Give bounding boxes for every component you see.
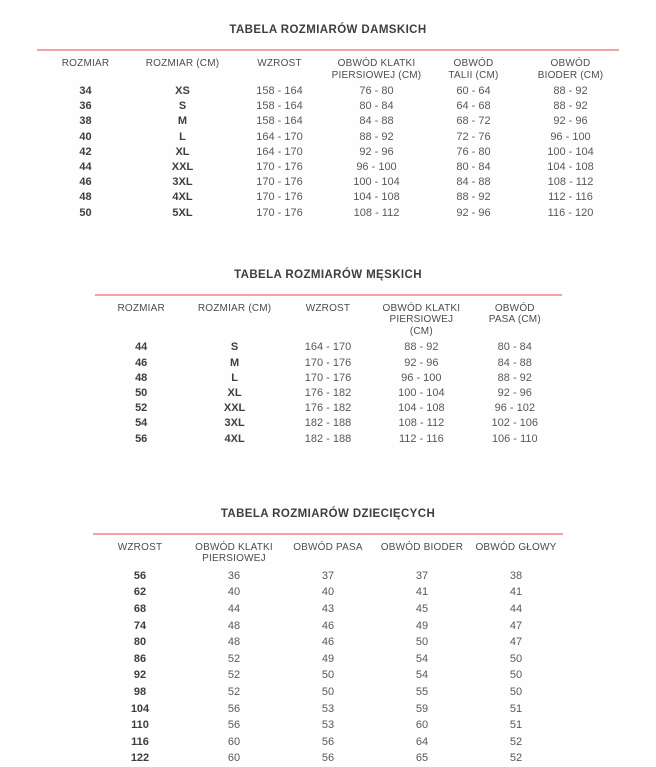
size-value-cell: 104 bbox=[130, 702, 150, 715]
column-header bbox=[375, 296, 468, 341]
size-value-cell: XL bbox=[227, 386, 242, 399]
size-value-cell: 65 bbox=[415, 752, 429, 765]
size-value-cell: 62 bbox=[133, 586, 147, 599]
size-value-cell: 182 - 188 bbox=[304, 432, 352, 445]
size-value-cell: 64 - 68 bbox=[456, 100, 491, 113]
header-row bbox=[95, 296, 562, 341]
size-value-cell: 41 bbox=[415, 586, 429, 599]
size-value-cell: 88 - 92 bbox=[404, 341, 439, 354]
size-value-cell: 112 - 116 bbox=[398, 432, 444, 445]
size-value-cell: 50 bbox=[509, 652, 523, 665]
table-row bbox=[93, 634, 563, 651]
size-value-cell: XXL bbox=[171, 161, 194, 174]
size-value-cell: 158 - 164 bbox=[256, 115, 303, 128]
size-value-cell: 96 - 100 bbox=[356, 161, 397, 174]
table-row bbox=[95, 386, 562, 401]
column-header-line: WZROST bbox=[117, 541, 163, 553]
column-header bbox=[425, 51, 522, 84]
size-value-cell: 36 bbox=[79, 100, 92, 113]
size-value-cell: 60 bbox=[415, 719, 429, 732]
size-value-cell: 59 bbox=[415, 702, 429, 715]
size-value-cell: 76 - 80 bbox=[359, 85, 394, 97]
size-value-cell: 60 - 64 bbox=[456, 85, 491, 97]
size-value-cell: 176 - 182 bbox=[304, 386, 352, 399]
column-header bbox=[468, 296, 561, 341]
column-header-line: PIERSIOWEJ (CM) bbox=[331, 69, 422, 81]
size-value-cell: 50 bbox=[321, 685, 335, 698]
size-value-cell: 72 - 76 bbox=[456, 130, 491, 143]
size-value-cell: 46 bbox=[135, 356, 148, 369]
column-header-line: OBWÓD KLATKI bbox=[195, 541, 273, 553]
size-value-cell: XXL bbox=[223, 402, 246, 415]
size-value-cell: 80 - 84 bbox=[359, 100, 394, 113]
column-header bbox=[522, 51, 619, 84]
size-value-cell: 41 bbox=[509, 586, 523, 599]
size-value-cell: 49 bbox=[415, 619, 429, 632]
size-value-cell: 3XL bbox=[172, 176, 193, 189]
mens-size-table bbox=[95, 296, 562, 447]
size-value-cell: 88 - 92 bbox=[456, 191, 491, 204]
size-value-cell: 44 bbox=[135, 341, 148, 354]
size-value-cell: 4XL bbox=[224, 432, 245, 445]
size-value-cell: 96 - 100 bbox=[550, 130, 591, 143]
size-value-cell: M bbox=[177, 115, 188, 128]
size-value-cell: 38 bbox=[509, 569, 523, 582]
size-value-cell: 52 bbox=[227, 652, 241, 665]
table-row bbox=[93, 667, 563, 684]
size-value-cell: 100 - 104 bbox=[398, 386, 445, 399]
size-value-cell: 122 bbox=[130, 752, 150, 765]
size-value-cell: 54 bbox=[415, 669, 429, 682]
size-value-cell: 53 bbox=[321, 719, 335, 732]
size-value-cell: 46 bbox=[79, 176, 92, 189]
size-value-cell: 37 bbox=[415, 569, 429, 582]
table-row bbox=[95, 340, 562, 355]
size-value-cell: 52 bbox=[509, 752, 523, 765]
womens-size-table-section bbox=[0, 0, 656, 221]
size-value-cell: 88 - 92 bbox=[553, 85, 588, 97]
size-value-cell: S bbox=[230, 341, 239, 354]
size-value-cell: 164 - 170 bbox=[256, 130, 303, 143]
size-value-cell: 100 - 104 bbox=[547, 145, 594, 158]
table-row bbox=[95, 401, 562, 416]
size-value-cell: XS bbox=[175, 85, 190, 97]
column-header-line: PIERSIOWEJ (CM) bbox=[389, 314, 454, 337]
column-header-line: WZROST bbox=[305, 302, 351, 314]
size-value-cell: 50 bbox=[509, 685, 523, 698]
size-value-cell: 56 bbox=[133, 569, 147, 582]
size-value-cell: 36 bbox=[227, 569, 241, 582]
size-value-cell: 50 bbox=[135, 386, 148, 399]
size-value-cell: 52 bbox=[509, 735, 523, 748]
size-value-cell: 5XL bbox=[172, 206, 193, 219]
table-row bbox=[37, 130, 619, 145]
column-header-line: ROZMIAR (CM) bbox=[145, 58, 220, 69]
column-header-line: OBWÓD GŁOWY bbox=[475, 541, 557, 553]
column-header-line: OBWÓD bbox=[494, 302, 535, 314]
size-value-cell: 108 - 112 bbox=[547, 176, 594, 189]
childrens-table-title: TABELA ROZMIARÓW DZIECIĘCYCH bbox=[220, 507, 436, 520]
size-value-cell: XL bbox=[175, 145, 190, 158]
size-value-cell: 64 bbox=[415, 735, 429, 748]
womens-size-table bbox=[37, 51, 619, 221]
size-value-cell: 52 bbox=[227, 669, 241, 682]
size-value-cell: 56 bbox=[321, 752, 335, 765]
column-header bbox=[37, 51, 134, 84]
size-value-cell: 44 bbox=[79, 161, 92, 174]
size-value-cell: 88 - 92 bbox=[553, 100, 588, 113]
size-value-cell: 104 - 108 bbox=[547, 161, 594, 174]
size-value-cell: 88 - 92 bbox=[497, 371, 532, 384]
table-row bbox=[37, 145, 619, 160]
size-value-cell: 104 - 108 bbox=[398, 402, 445, 415]
table-row bbox=[93, 717, 563, 734]
column-header-line: BIODER (CM) bbox=[537, 69, 604, 81]
size-value-cell: 170 - 176 bbox=[304, 371, 352, 384]
mens-table-title: TABELA ROZMIARÓW MĘSKICH bbox=[234, 268, 422, 281]
size-value-cell: 80 - 84 bbox=[497, 341, 532, 354]
size-value-cell: 68 bbox=[133, 602, 147, 615]
womens-table-title: TABELA ROZMIARÓW DAMSKICH bbox=[229, 24, 427, 36]
size-value-cell: 98 bbox=[133, 685, 147, 698]
table-row bbox=[37, 160, 619, 175]
size-value-cell: 47 bbox=[509, 636, 523, 649]
size-value-cell: 46 bbox=[321, 619, 335, 632]
size-value-cell: 44 bbox=[227, 602, 241, 615]
size-value-cell: 108 - 112 bbox=[353, 206, 400, 219]
mens-size-table-section bbox=[0, 269, 656, 447]
size-value-cell: 46 bbox=[321, 636, 335, 649]
size-value-cell: 53 bbox=[321, 702, 335, 715]
size-value-cell: 84 - 88 bbox=[359, 115, 394, 128]
column-header bbox=[231, 51, 328, 84]
size-value-cell: 50 bbox=[415, 636, 429, 649]
size-value-cell: 170 - 176 bbox=[256, 206, 303, 219]
size-value-cell: 158 - 164 bbox=[256, 85, 303, 97]
column-header-line: ROZMIAR bbox=[117, 302, 165, 314]
size-value-cell: 164 - 170 bbox=[256, 145, 303, 158]
column-header bbox=[134, 51, 231, 84]
size-value-cell: 104 - 108 bbox=[353, 191, 400, 204]
size-value-cell: 170 - 176 bbox=[256, 191, 303, 204]
column-header-line: TALII (CM) bbox=[448, 69, 499, 81]
column-header bbox=[328, 51, 425, 84]
size-value-cell: 42 bbox=[79, 145, 92, 158]
size-value-cell: 45 bbox=[415, 602, 429, 615]
size-value-cell: 38 bbox=[79, 115, 92, 128]
size-value-cell: 74 bbox=[133, 619, 147, 632]
size-value-cell: 40 bbox=[79, 130, 92, 143]
size-value-cell: 92 - 96 bbox=[359, 145, 394, 158]
size-value-cell: L bbox=[231, 371, 238, 384]
size-value-cell: 92 - 96 bbox=[456, 206, 491, 219]
size-value-cell: 3XL bbox=[224, 417, 245, 430]
column-header-line: PASA (CM) bbox=[488, 314, 541, 326]
size-value-cell: 170 - 176 bbox=[256, 176, 303, 189]
size-value-cell: 176 - 182 bbox=[304, 402, 352, 415]
table-row bbox=[93, 750, 563, 767]
size-value-cell: 170 - 176 bbox=[256, 161, 303, 174]
size-value-cell: 60 bbox=[227, 735, 241, 748]
column-header-line: WZROST bbox=[257, 58, 302, 69]
column-header bbox=[188, 296, 281, 341]
size-value-cell: 68 - 72 bbox=[456, 115, 491, 128]
table-row bbox=[93, 684, 563, 701]
size-value-cell: 4XL bbox=[172, 191, 193, 204]
column-header-line: ROZMIAR bbox=[61, 58, 110, 69]
column-header bbox=[281, 535, 375, 568]
column-header-line: OBWÓD PASA bbox=[293, 541, 363, 553]
size-value-cell: 34 bbox=[79, 85, 92, 97]
column-header bbox=[187, 535, 281, 568]
table-row bbox=[93, 618, 563, 635]
size-value-cell: M bbox=[230, 356, 240, 369]
size-value-cell: 37 bbox=[321, 569, 335, 582]
table-row bbox=[95, 356, 562, 371]
size-value-cell: 50 bbox=[79, 206, 92, 219]
size-value-cell: 102 - 106 bbox=[491, 417, 539, 430]
column-header bbox=[281, 296, 374, 341]
header-row bbox=[37, 51, 619, 84]
table-row bbox=[93, 568, 563, 585]
table-row bbox=[93, 701, 563, 718]
table-row bbox=[37, 175, 619, 190]
column-header-line: PIERSIOWEJ bbox=[202, 553, 266, 565]
size-value-cell: 51 bbox=[509, 702, 523, 715]
column-header-line: OBWÓD bbox=[550, 58, 591, 69]
size-value-cell: 44 bbox=[509, 602, 523, 615]
size-value-cell: 54 bbox=[415, 652, 429, 665]
size-value-cell: 116 - 120 bbox=[547, 206, 594, 219]
size-value-cell: 40 bbox=[321, 586, 335, 599]
childrens-size-table-section bbox=[0, 508, 656, 767]
table-row bbox=[37, 84, 619, 99]
size-value-cell: 92 - 96 bbox=[497, 386, 532, 399]
size-value-cell: 110 bbox=[131, 719, 149, 732]
column-header-line: OBWÓD BIODER bbox=[380, 541, 464, 553]
column-header-line: OBWÓD bbox=[453, 58, 494, 69]
column-header-line: OBWÓD KLATKI bbox=[337, 58, 416, 69]
size-value-cell: 60 bbox=[227, 752, 241, 765]
table-row bbox=[93, 734, 563, 751]
size-value-cell: 182 - 188 bbox=[304, 417, 352, 430]
size-value-cell: 52 bbox=[135, 402, 148, 415]
size-value-cell: 164 - 170 bbox=[304, 341, 352, 354]
size-value-cell: 84 - 88 bbox=[456, 176, 491, 189]
size-value-cell: 51 bbox=[509, 719, 523, 732]
size-value-cell: 92 - 96 bbox=[404, 356, 439, 369]
size-value-cell: 55 bbox=[415, 685, 429, 698]
column-header bbox=[95, 296, 188, 341]
table-row bbox=[93, 584, 563, 601]
size-value-cell: 56 bbox=[227, 719, 241, 732]
size-value-cell: 50 bbox=[509, 669, 523, 682]
size-value-cell: 56 bbox=[227, 702, 241, 715]
size-value-cell: 49 bbox=[321, 652, 335, 665]
table-row bbox=[37, 114, 619, 129]
size-value-cell: 80 bbox=[133, 636, 147, 649]
size-value-cell: 54 bbox=[135, 417, 148, 430]
size-value-cell: 56 bbox=[321, 735, 335, 748]
column-header bbox=[375, 535, 469, 568]
size-value-cell: 48 bbox=[79, 191, 92, 204]
size-value-cell: 108 - 112 bbox=[398, 417, 445, 430]
table-row bbox=[37, 99, 619, 114]
size-value-cell: 92 - 96 bbox=[553, 115, 588, 128]
size-value-cell: 76 - 80 bbox=[456, 145, 491, 158]
size-value-cell: 80 - 84 bbox=[456, 161, 491, 174]
size-value-cell: 40 bbox=[227, 586, 241, 599]
size-value-cell: 100 - 104 bbox=[353, 176, 400, 189]
table-row bbox=[37, 190, 619, 205]
column-header bbox=[93, 535, 187, 568]
size-value-cell: 48 bbox=[135, 371, 148, 384]
size-value-cell: 92 bbox=[133, 669, 147, 682]
size-value-cell: 112 - 116 bbox=[548, 191, 593, 204]
size-value-cell: 86 bbox=[133, 652, 147, 665]
size-value-cell: 52 bbox=[227, 685, 241, 698]
table-row bbox=[95, 371, 562, 386]
size-value-cell: 47 bbox=[509, 619, 523, 632]
size-value-cell: 106 - 110 bbox=[491, 432, 538, 445]
column-header-line: ROZMIAR (CM) bbox=[197, 302, 272, 314]
size-value-cell: 96 - 102 bbox=[494, 402, 535, 415]
childrens-size-table bbox=[93, 535, 563, 767]
column-header-line: OBWÓD KLATKI bbox=[382, 302, 461, 314]
size-value-cell: 50 bbox=[321, 669, 335, 682]
size-value-cell: 158 - 164 bbox=[256, 100, 303, 113]
column-header bbox=[469, 535, 563, 568]
table-row bbox=[95, 432, 562, 447]
size-value-cell: S bbox=[178, 100, 187, 113]
size-value-cell: 84 - 88 bbox=[497, 356, 532, 369]
header-row bbox=[93, 535, 563, 568]
size-value-cell: 48 bbox=[227, 619, 241, 632]
size-value-cell: 96 - 100 bbox=[401, 371, 442, 384]
table-row bbox=[93, 601, 563, 618]
table-row bbox=[37, 206, 619, 221]
size-value-cell: 116 bbox=[131, 735, 149, 748]
size-value-cell: 170 - 176 bbox=[304, 356, 352, 369]
table-row bbox=[93, 651, 563, 668]
size-value-cell: 48 bbox=[227, 636, 241, 649]
size-value-cell: L bbox=[179, 130, 186, 143]
size-value-cell: 43 bbox=[321, 602, 335, 615]
size-value-cell: 88 - 92 bbox=[359, 130, 394, 143]
table-row bbox=[95, 416, 562, 431]
size-value-cell: 56 bbox=[135, 432, 148, 445]
